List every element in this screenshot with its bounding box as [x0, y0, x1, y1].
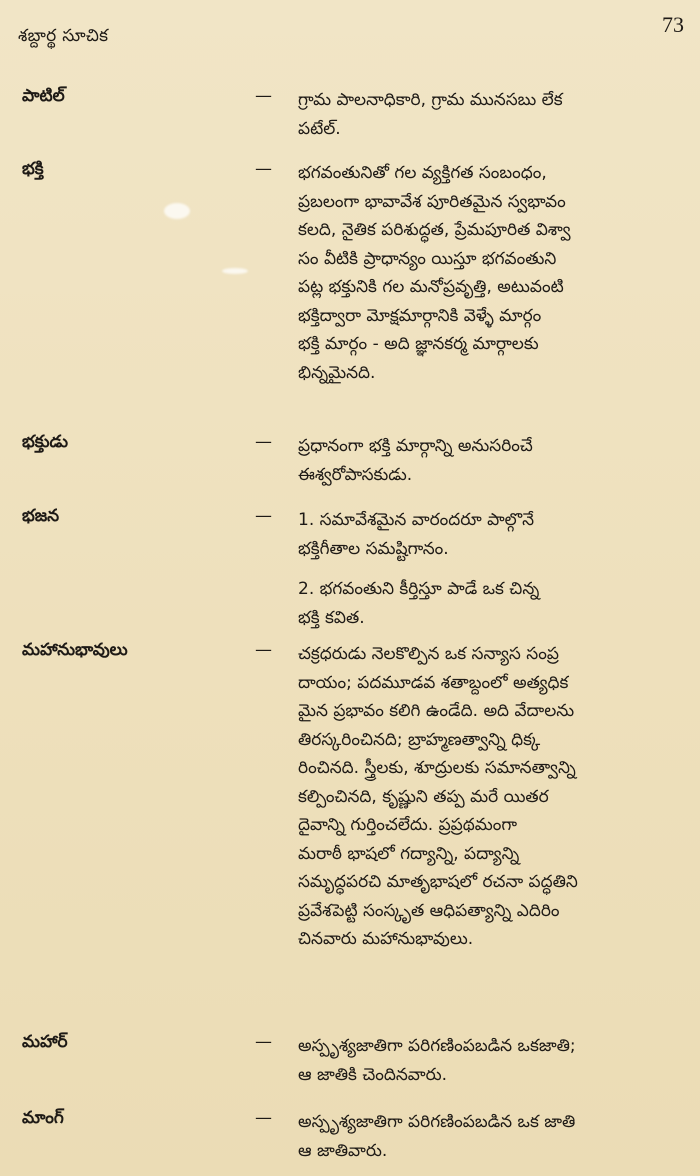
page-number: 73 — [662, 12, 684, 37]
entry-definition — [298, 1032, 686, 1089]
definition-line: చినవారు మహానుభావులు. — [298, 929, 474, 949]
entry-term: మాంగ్ — [22, 1108, 64, 1128]
definition-line: కల్పించినది, కృష్ణుని తప్ప మరే యితర — [298, 786, 549, 807]
entry-term: భక్తుడు — [22, 432, 68, 452]
definition-line: ప్రవేశపెట్టి సంస్కృత ఆధిపత్యాన్ని ఎదిరిం — [298, 900, 560, 921]
running-title: శబ్దార్థ సూచిక — [18, 26, 109, 46]
definition-line: ఈశ్వరోపాసకుడు. — [298, 464, 413, 485]
entry-dash: — — [255, 432, 272, 452]
entry-definition — [298, 86, 686, 143]
definition-line: తిరస్కరించినది; బ్రాహ్మణత్వాన్ని ధిక్క — [298, 729, 541, 750]
paper-smudge — [222, 268, 248, 274]
entry-dash: — — [255, 1108, 272, 1128]
entry-dash: — — [255, 159, 272, 179]
paper-smudge — [164, 203, 190, 219]
definition-line: ఆ జాతికి చెందినవారు. — [298, 1064, 447, 1085]
definition-line: భిన్నమైనది. — [298, 362, 376, 383]
definition-line: మరాఠీ భాషలో గద్యాన్ని, పద్యాన్ని — [298, 843, 520, 864]
definition-line: అస్పృశ్యజాతిగా పరిగణింపబడిన ఒకజాతి; — [298, 1036, 576, 1056]
definition-line: పటేల్. — [298, 118, 341, 139]
entry-term: భజన — [22, 506, 60, 526]
definition-line: దైవాన్ని గుర్తించలేదు. ప్రప్రథమంగా — [298, 815, 518, 835]
definition-line: దాయం; పదమూడవ శతాబ్దంలో అత్యధిక — [298, 672, 569, 693]
definition-line: సమృద్ధపరచి మాతృభాషలో రచనా పద్ధతిని — [298, 872, 578, 892]
entry-definition — [298, 159, 686, 387]
entry-definition — [298, 640, 686, 954]
entry-term: భక్తి — [22, 159, 44, 179]
definition-line: భక్తిద్వారా మోక్షమార్గానికి వెళ్ళే మార్గం — [298, 305, 542, 326]
definition-line: ఆ జాతివారు. — [298, 1140, 388, 1161]
entry-term: మహార్ — [22, 1032, 68, 1052]
entry-term: మహానుభావులు — [22, 640, 128, 660]
entry-dash: — — [255, 506, 272, 526]
entry-dash: — — [255, 640, 272, 660]
definition-line: అస్పృశ్యజాతిగా పరిగణింపబడిన ఒక జాతి — [298, 1112, 576, 1132]
definition-line: పట్ల భక్తునికి గల మనోప్రవృత్తి, అటువంటి — [298, 277, 564, 297]
definition-line: భక్తిగీతాల సమష్టిగానం. — [298, 538, 449, 559]
definition-line: 2. భగవంతుని కీర్తిస్తూ పాడే ఒక చిన్న — [298, 579, 540, 599]
definition-line: సం వీటికి ప్రాధాన్యం యిస్తూ భగవంతుని — [298, 248, 557, 269]
definition-line: మైన ప్రభావం కలిగి ఉండేది. అది వేదాలను — [298, 701, 575, 721]
definition-line: చక్రధరుడు నెలకొల్పిన ఒక సన్యాస సంప్ర — [298, 644, 559, 664]
entry-dash: — — [255, 1032, 272, 1052]
entry-term: పాటిల్ — [22, 86, 65, 106]
entry-definition — [298, 432, 686, 489]
definition-line: కలది, నైతిక పరిశుద్ధత, ప్రేమపూరిత విశ్వా — [298, 220, 571, 240]
definition-line: భక్తి మార్గం - అది జ్ఞానకర్మ మార్గాలకు — [298, 334, 539, 354]
definition-line: భగవంతునితో గల వ్యక్తిగత సంబంధం, — [298, 163, 547, 183]
entry-definition — [298, 1108, 686, 1165]
entry-dash: — — [255, 86, 272, 106]
definition-line: ప్రధానంగా భక్తి మార్గాన్ని అనుసరించే — [298, 436, 533, 456]
definition-line: గ్రామ పాలనాధికారి, గ్రామ మునసబు లేక — [298, 90, 563, 110]
entry-definition — [298, 506, 686, 632]
definition-line: 1. సమావేశమైన వారందరూ పాల్గొనే — [298, 510, 535, 530]
definition-line: భక్తి కవిత. — [298, 607, 365, 628]
definition-line: రించినది. స్త్రీలకు, శూద్రులకు సమానత్వాన్ని — [298, 758, 576, 778]
definition-line: ప్రబలంగా భావావేశ పూరితమైన స్వభావం — [298, 191, 566, 212]
